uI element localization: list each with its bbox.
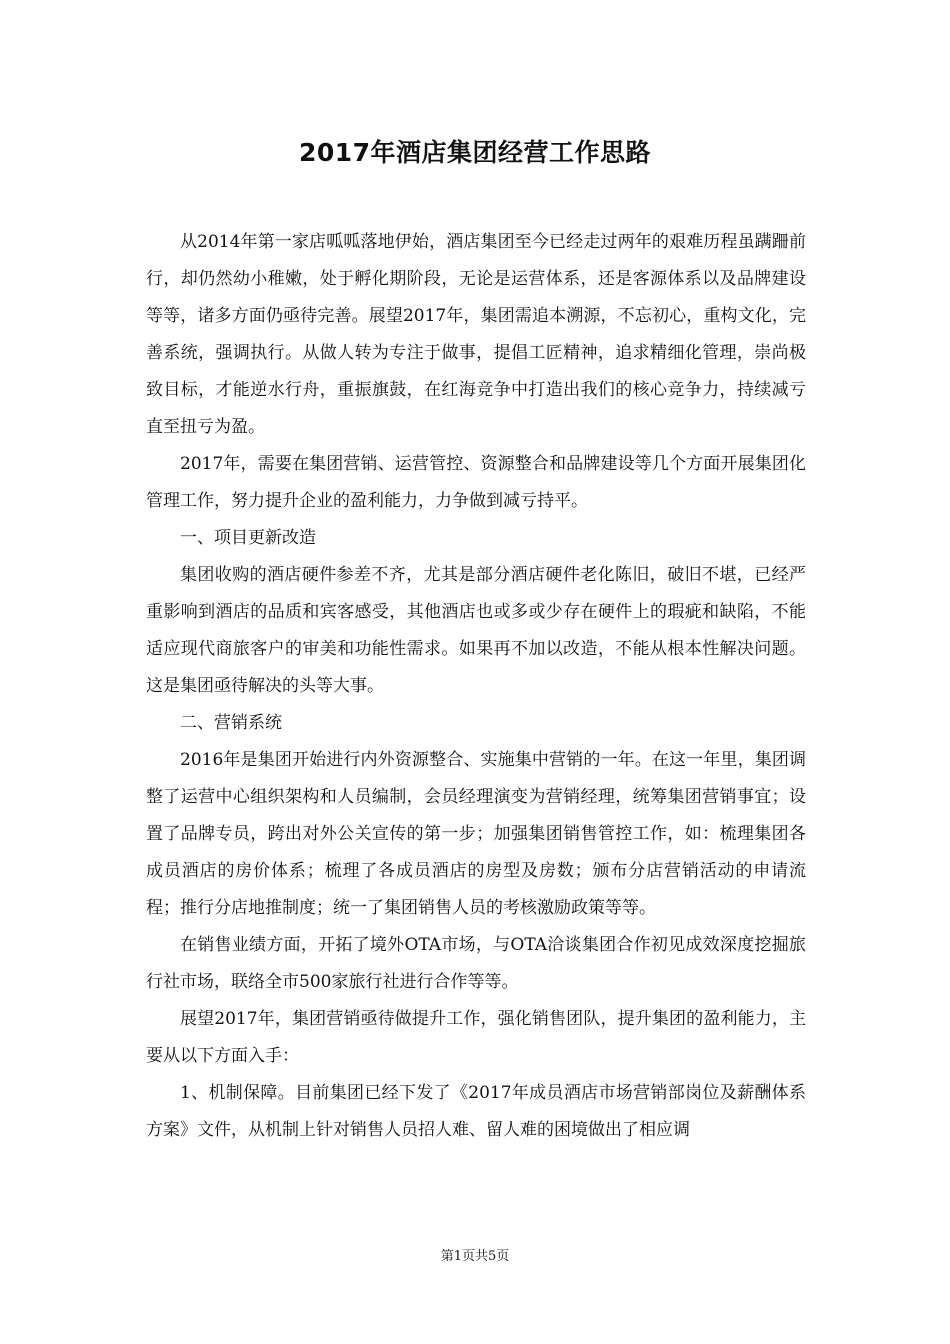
paragraph: 从2014年第一家店呱呱落地伊始，酒店集团至今已经走过两年的艰难历程虽蹒跚前行，却仍然幼小稚嫩，处于孵化期阶段，无论是运营体系，还是客源体系以及品牌建设等等，诸多方面仍亟待完善。展望2017年，集团需追本溯源，不忘初心，重构文化，完善系统，强调执行。从做人转为专注于做事，提倡工匠精神，追求精细化管理，崇尚极致目标，才能逆水行舟，重振旗鼓，在红海竞争中打造出我们的核心竞争力，持续减亏直至扭亏为盈。 [146, 232, 806, 437]
section-heading: 二、营销系统 [180, 713, 282, 733]
document-title: 2017年酒店集团经营工作思路 [298, 138, 652, 167]
page-number: 第1页共5页 [440, 1249, 510, 1264]
paragraph: 1、机制保障。目前集团已经下发了《2017年成员酒店市场营销部岗位及薪酬体系方案》文件，从机制上针对销售人员招人难、留人难的困境做出了相应调 [146, 1083, 806, 1140]
paragraph: 2016年是集团开始进行内外资源整合、实施集中营销的一年。在这一年里，集团调整了运营中心组织架构和人员编制，会员经理演变为营销经理，统筹集团营销事宜；设置了品牌专员，跨出对外公关宣传的第一步；加强集团销售管控工作，如：梳理集团各成员酒店的房价体系；梳理了各成员酒店的房型及房数；颁布分店营销活动的申请流程；推行分店地推制度；统一了集团销售人员的考核激励政策等等。 [146, 750, 806, 918]
paragraph: 在销售业绩方面，开拓了境外OTA市场，与OTA洽谈集团合作初见成效深度挖掘旅行社市场，联络全市500家旅行社进行合作等等。 [146, 935, 806, 992]
paragraph: 集团收购的酒店硬件参差不齐，尤其是部分酒店硬件老化陈旧，破旧不堪，已经严重影响到酒店的品质和宾客感受，其他酒店也或多或少存在硬件上的瑕疵和缺陷，不能适应现代商旅客户的审美和功能性需求。如果再不加以改造，不能从根本性解决问题。这是集团亟待解决的头等大事。 [146, 565, 806, 696]
document-body [146, 224, 806, 1149]
paragraph: 2017年，需要在集团营销、运营管控、资源整合和品牌建设等几个方面开展集团化管理工作，努力提升企业的盈利能力，力争做到减亏持平。 [146, 454, 806, 511]
paragraph: 展望2017年，集团营销亟待做提升工作，强化销售团队，提升集团的盈利能力，主要从以下方面入手： [146, 1009, 806, 1066]
section-heading: 一、项目更新改造 [180, 528, 316, 548]
